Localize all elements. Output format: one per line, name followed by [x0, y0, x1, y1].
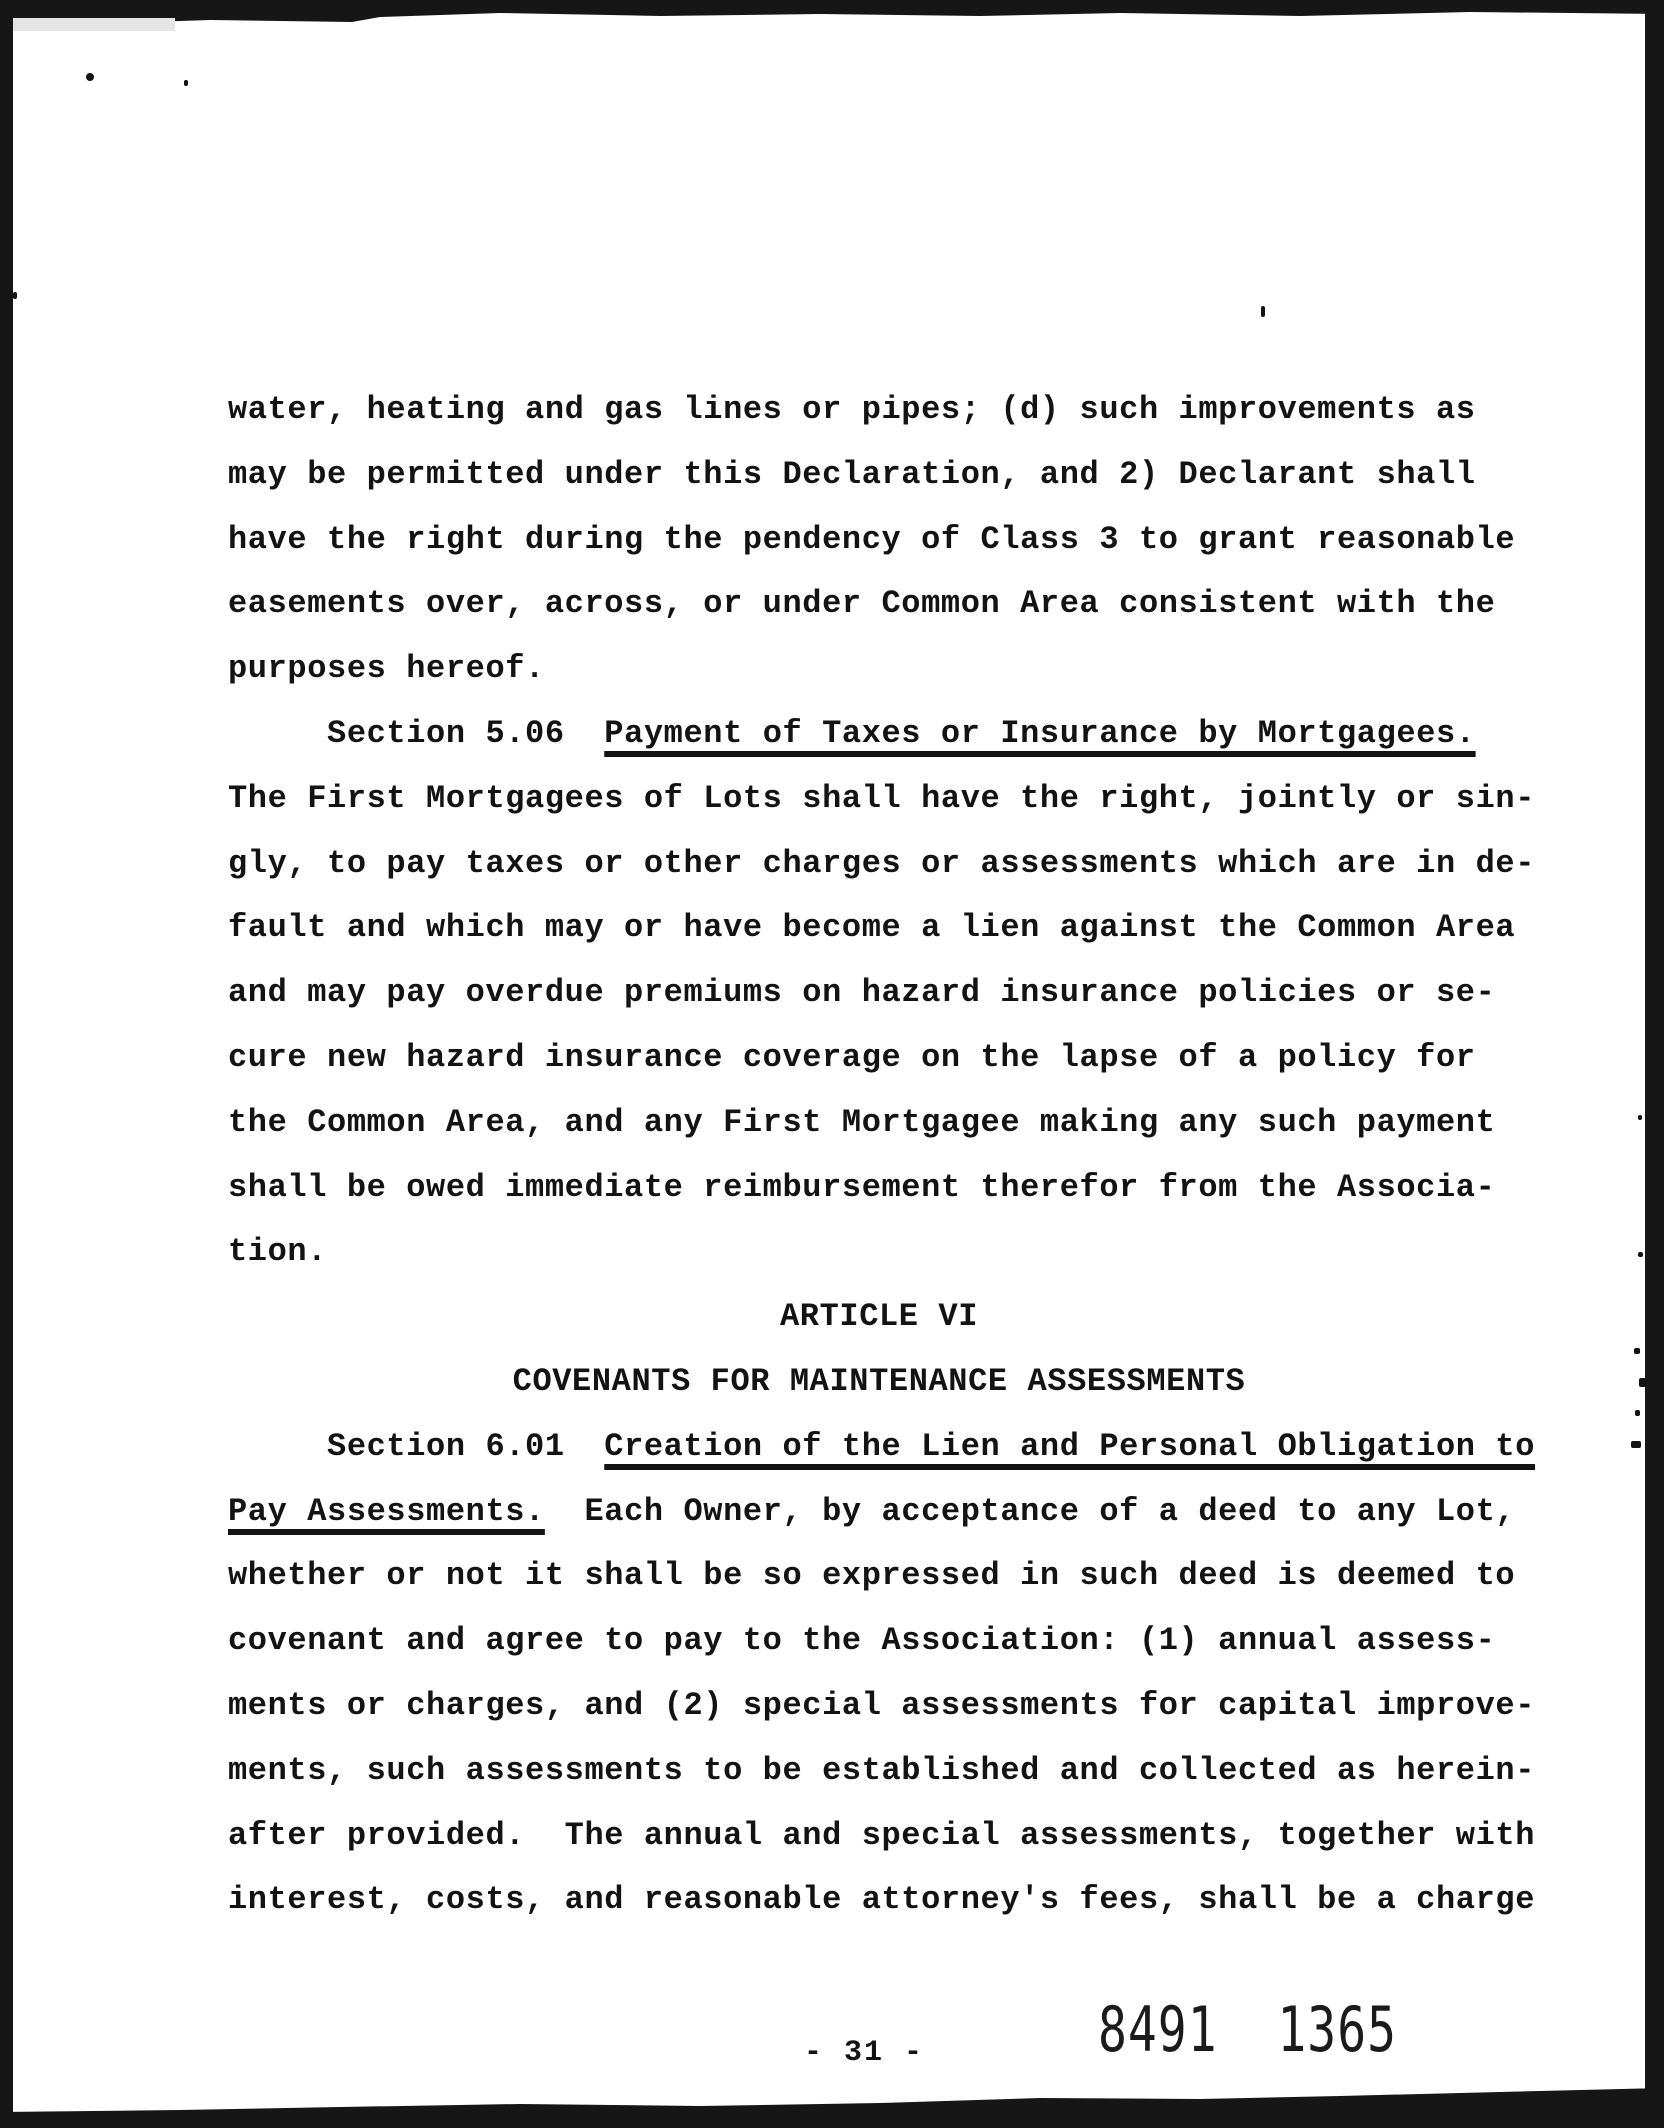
scan-edge-right [1645, 0, 1664, 2128]
scan-edge-left [0, 0, 13, 2128]
scan-edge-top [0, 0, 1664, 26]
text-line [228, 572, 1530, 637]
underlined-text: Creation of the Lien and Personal Obligation to [604, 1427, 1536, 1465]
text-line [228, 896, 1530, 961]
noise-speck [1261, 306, 1265, 317]
text-segment: COVENANTS FOR MAINTENANCE ASSESSMENTS [512, 1362, 1246, 1400]
noise-speck [1638, 1252, 1643, 1257]
text-line [228, 1415, 1536, 1480]
underlined-text: Pay Assessments. [228, 1492, 545, 1530]
text-line [228, 767, 1536, 832]
text-segment: The First Mortgagees of Lots shall have the right, jointly or sin- [228, 779, 1536, 817]
underlined-text: Payment of Taxes or Insurance by Mortgagees. [604, 714, 1476, 752]
text-segment: covenant and agree to pay to the Association: (1) annual assess- [228, 1622, 1496, 1660]
text-line [228, 832, 1536, 897]
noise-speck [86, 73, 94, 81]
text-line [228, 1091, 1530, 1156]
text-line [228, 1674, 1536, 1739]
recorder-stamp-number: 8491 1365 [1098, 1994, 1397, 2067]
text-line [228, 961, 1530, 1026]
noise-speck [1638, 1115, 1642, 1120]
text-segment: ments, such assessments to be established and collected as herein- [228, 1751, 1536, 1789]
text-segment: the Common Area, and any First Mortgagee making any such payment [228, 1103, 1496, 1141]
text-segment: cure new hazard insurance coverage on the lapse of a policy for [228, 1038, 1476, 1076]
noise-speck [1631, 1441, 1641, 1448]
text-segment: Section 6.01 [228, 1427, 605, 1465]
text-line [228, 1868, 1536, 1933]
text-segment: fault and which may or have become a lien against the Common Area [228, 909, 1516, 947]
text-segment: may be permitted under this Declaration, and 2) Declarant shall [228, 455, 1476, 493]
text-line [228, 637, 1530, 702]
text-line [228, 1350, 1530, 1415]
scan-smudge [13, 18, 175, 31]
text-segment: ments or charges, and (2) special assessments for capital improve- [228, 1686, 1536, 1724]
noise-speck [13, 292, 17, 299]
noise-speck [1639, 1378, 1646, 1387]
text-segment: easements over, across, or under Common Area consistent with the [228, 585, 1496, 623]
page-number: - 31 - [804, 2036, 925, 2070]
text-block [228, 378, 1536, 1933]
text-segment: interest, costs, and reasonable attorney's fees, shall be a charge [228, 1881, 1536, 1919]
text-segment: water, heating and gas lines or pipes; (d) such improvements as [228, 391, 1476, 428]
text-segment: ARTICLE VI [779, 1298, 979, 1336]
noise-speck [184, 80, 188, 86]
text-line [228, 378, 1530, 443]
text-line [228, 1544, 1530, 1609]
text-line [228, 702, 1530, 767]
text-line [228, 1609, 1530, 1674]
text-segment: gly, to pay taxes or other charges or assessments which are in de- [228, 844, 1536, 882]
text-segment: Section 5.06 [228, 714, 605, 752]
text-segment: shall be owed immediate reimbursement therefor from the Associa- [228, 1168, 1496, 1206]
noise-speck [1634, 1348, 1640, 1354]
text-line [228, 1804, 1536, 1869]
text-line [228, 1480, 1530, 1545]
text-line [228, 443, 1530, 508]
scan-edge-bottom [0, 2083, 1664, 2128]
text-segment: and may pay overdue premiums on hazard insurance policies or se- [228, 974, 1496, 1012]
text-line [228, 1220, 1530, 1285]
text-line [228, 1285, 1530, 1350]
noise-speck [1635, 1410, 1640, 1416]
text-line [228, 1156, 1530, 1221]
text-line [228, 1026, 1530, 1091]
text-segment: tion. [228, 1233, 328, 1271]
text-segment: Each Owner, by acceptance of a deed to any Lot, [544, 1492, 1516, 1530]
text-segment: have the right during the pendency of Class 3 to grant reasonable [228, 520, 1516, 558]
text-segment: whether or not it shall be so expressed in such deed is deemed to [228, 1557, 1516, 1595]
text-line [228, 508, 1530, 573]
text-segment: after provided. The annual and special assessments, together with [228, 1816, 1536, 1854]
text-line [228, 1739, 1536, 1804]
text-segment: purposes hereof. [228, 650, 545, 688]
